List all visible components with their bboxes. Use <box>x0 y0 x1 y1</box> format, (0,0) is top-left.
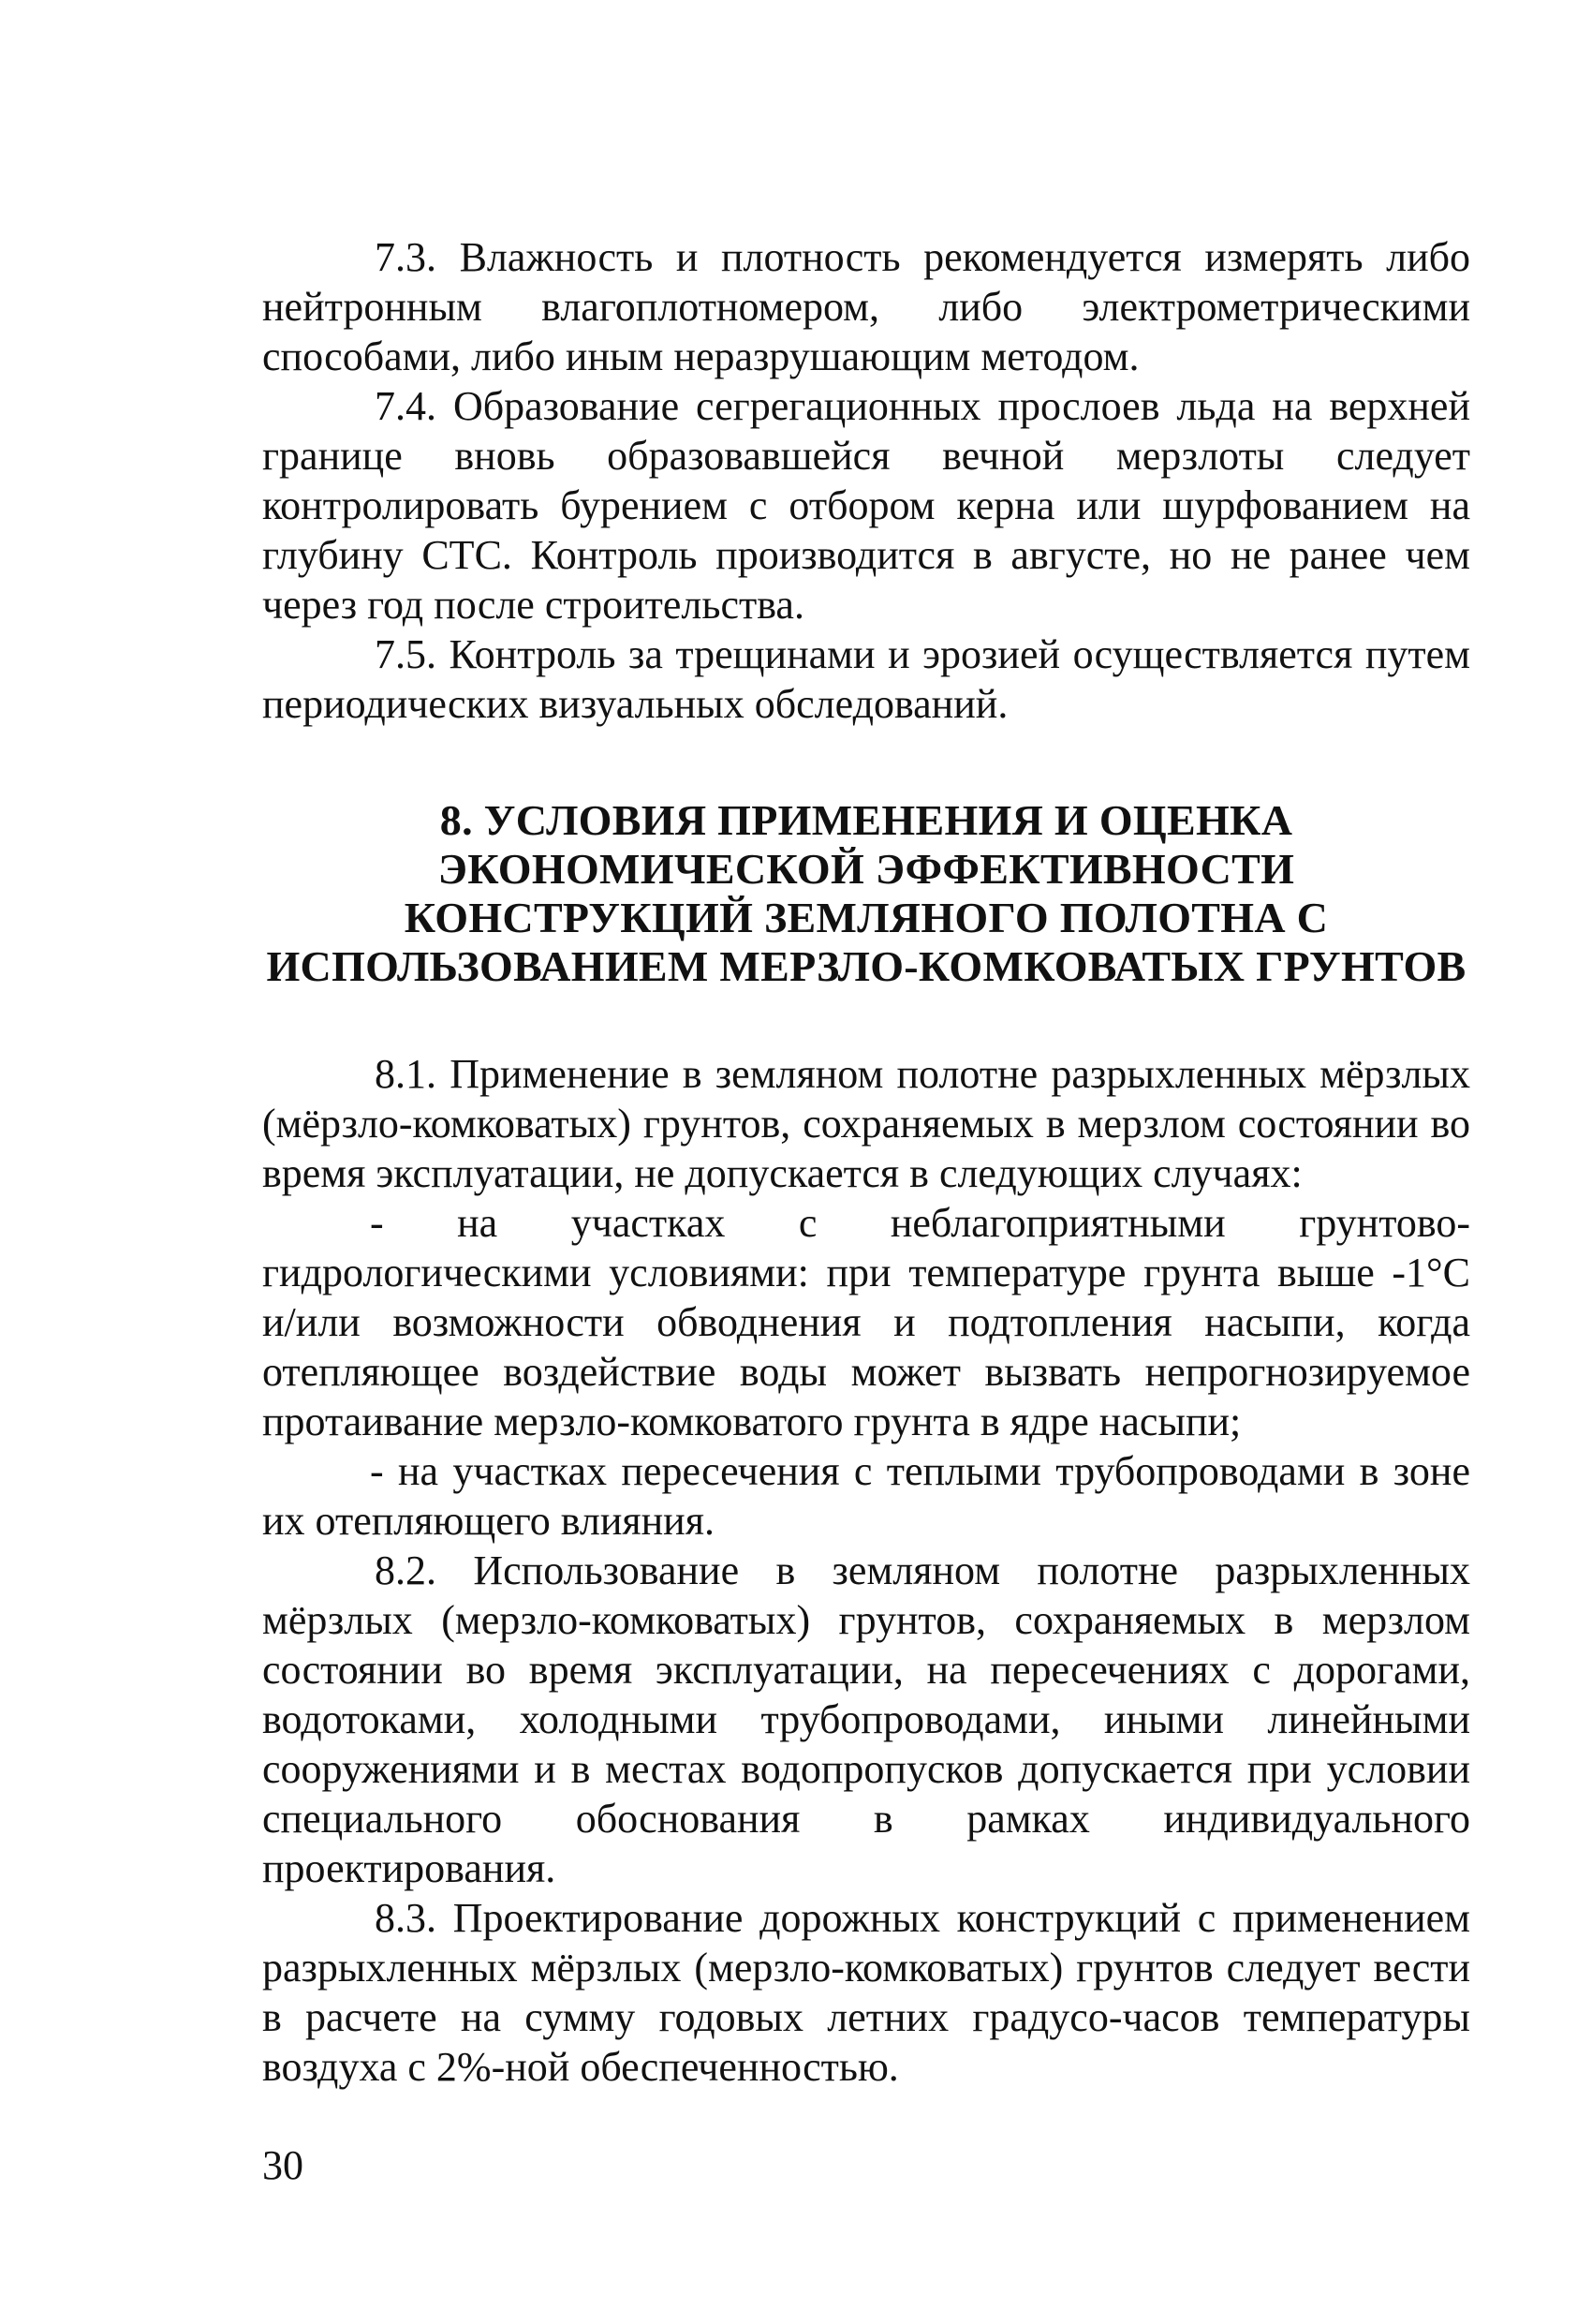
heading-line: ИСПОЛЬЗОВАНИЕМ МЕРЗЛО-КОМКОВАТЫХ ГРУНТОВ <box>266 942 1467 990</box>
document-page <box>262 232 1470 2092</box>
heading-line: КОНСТРУКЦИЙ ЗЕМЛЯНОГО ПОЛОТНА С <box>404 894 1329 941</box>
paragraph-8-3: 8.3. Проектирование дорожных конструкций с применением разрыхленных мёрзлых (мерзло-комковатых) грунтов следует вести в расчете на сумму годовых летних градусо-часов температуры воздуха с 2%-ной обеспеченностью. <box>262 1895 1470 2090</box>
paragraph-7-3: 7.3. Влажность и плотность рекомендуется измерять либо нейтронным влагоплотномером, либо электрометрическими способами, либо иным неразрушающим методом. <box>262 234 1470 379</box>
heading-line: ЭКОНОМИЧЕСКОЙ ЭФФЕКТИВНОСТИ <box>437 845 1295 893</box>
section-8-heading <box>262 796 1470 991</box>
paragraph-8-2: 8.2. Использование в земляном полотне разрыхленных мёрзлых (мерзло-комковатых) грунтов, сохраняемых в мерзлом состоянии во время эксплуатации, на пересечениях с дорогами, водотоками, холодными трубопроводами, иными линейными сооружениями и в местах водопропусков допускается при условии специального обоснования в рамках индивидуального проектирования. <box>262 1547 1470 1891</box>
heading-line: 8. УСЛОВИЯ ПРИМЕНЕНИЯ И ОЦЕНКА <box>439 796 1293 844</box>
paragraph-8-1-item-2: - на участках пересечения с теплыми трубопроводами в зоне их отепляющего влияния. <box>262 1448 1470 1544</box>
paragraph-7-5: 7.5. Контроль за трещинами и эрозией осуществляется путем периодических визуальных обследований. <box>262 631 1470 727</box>
page-number: 30 <box>262 2142 303 2188</box>
paragraph-7-4: 7.4. Образование сегрегационных прослоев льда на верхней границе вновь образовавшейся вечной мерзлоты следует контролировать бурением с отбором керна или шурфованием на глубину СТС. Контроль производится в августе, но не ранее чем через год после строительства. <box>262 383 1470 628</box>
paragraph-8-1-item-1: - на участках с неблагоприятными грунтово-гидрологическими условиями: при температуре грунта выше -1°С и/или возможности обводнения и подтопления насыпи, когда отепляющее воздействие воды может вызвать непрогнозируемое протаивание мерзло-комковатого грунта в ядре насыпи; <box>262 1200 1470 1444</box>
paragraph-8-1: 8.1. Применение в земляном полотне разрыхленных мёрзлых (мёрзло-комковатых) грунтов, сохраняемых в мерзлом состоянии во время эксплуатации, не допускается в следующих случаях: <box>262 1051 1470 1196</box>
